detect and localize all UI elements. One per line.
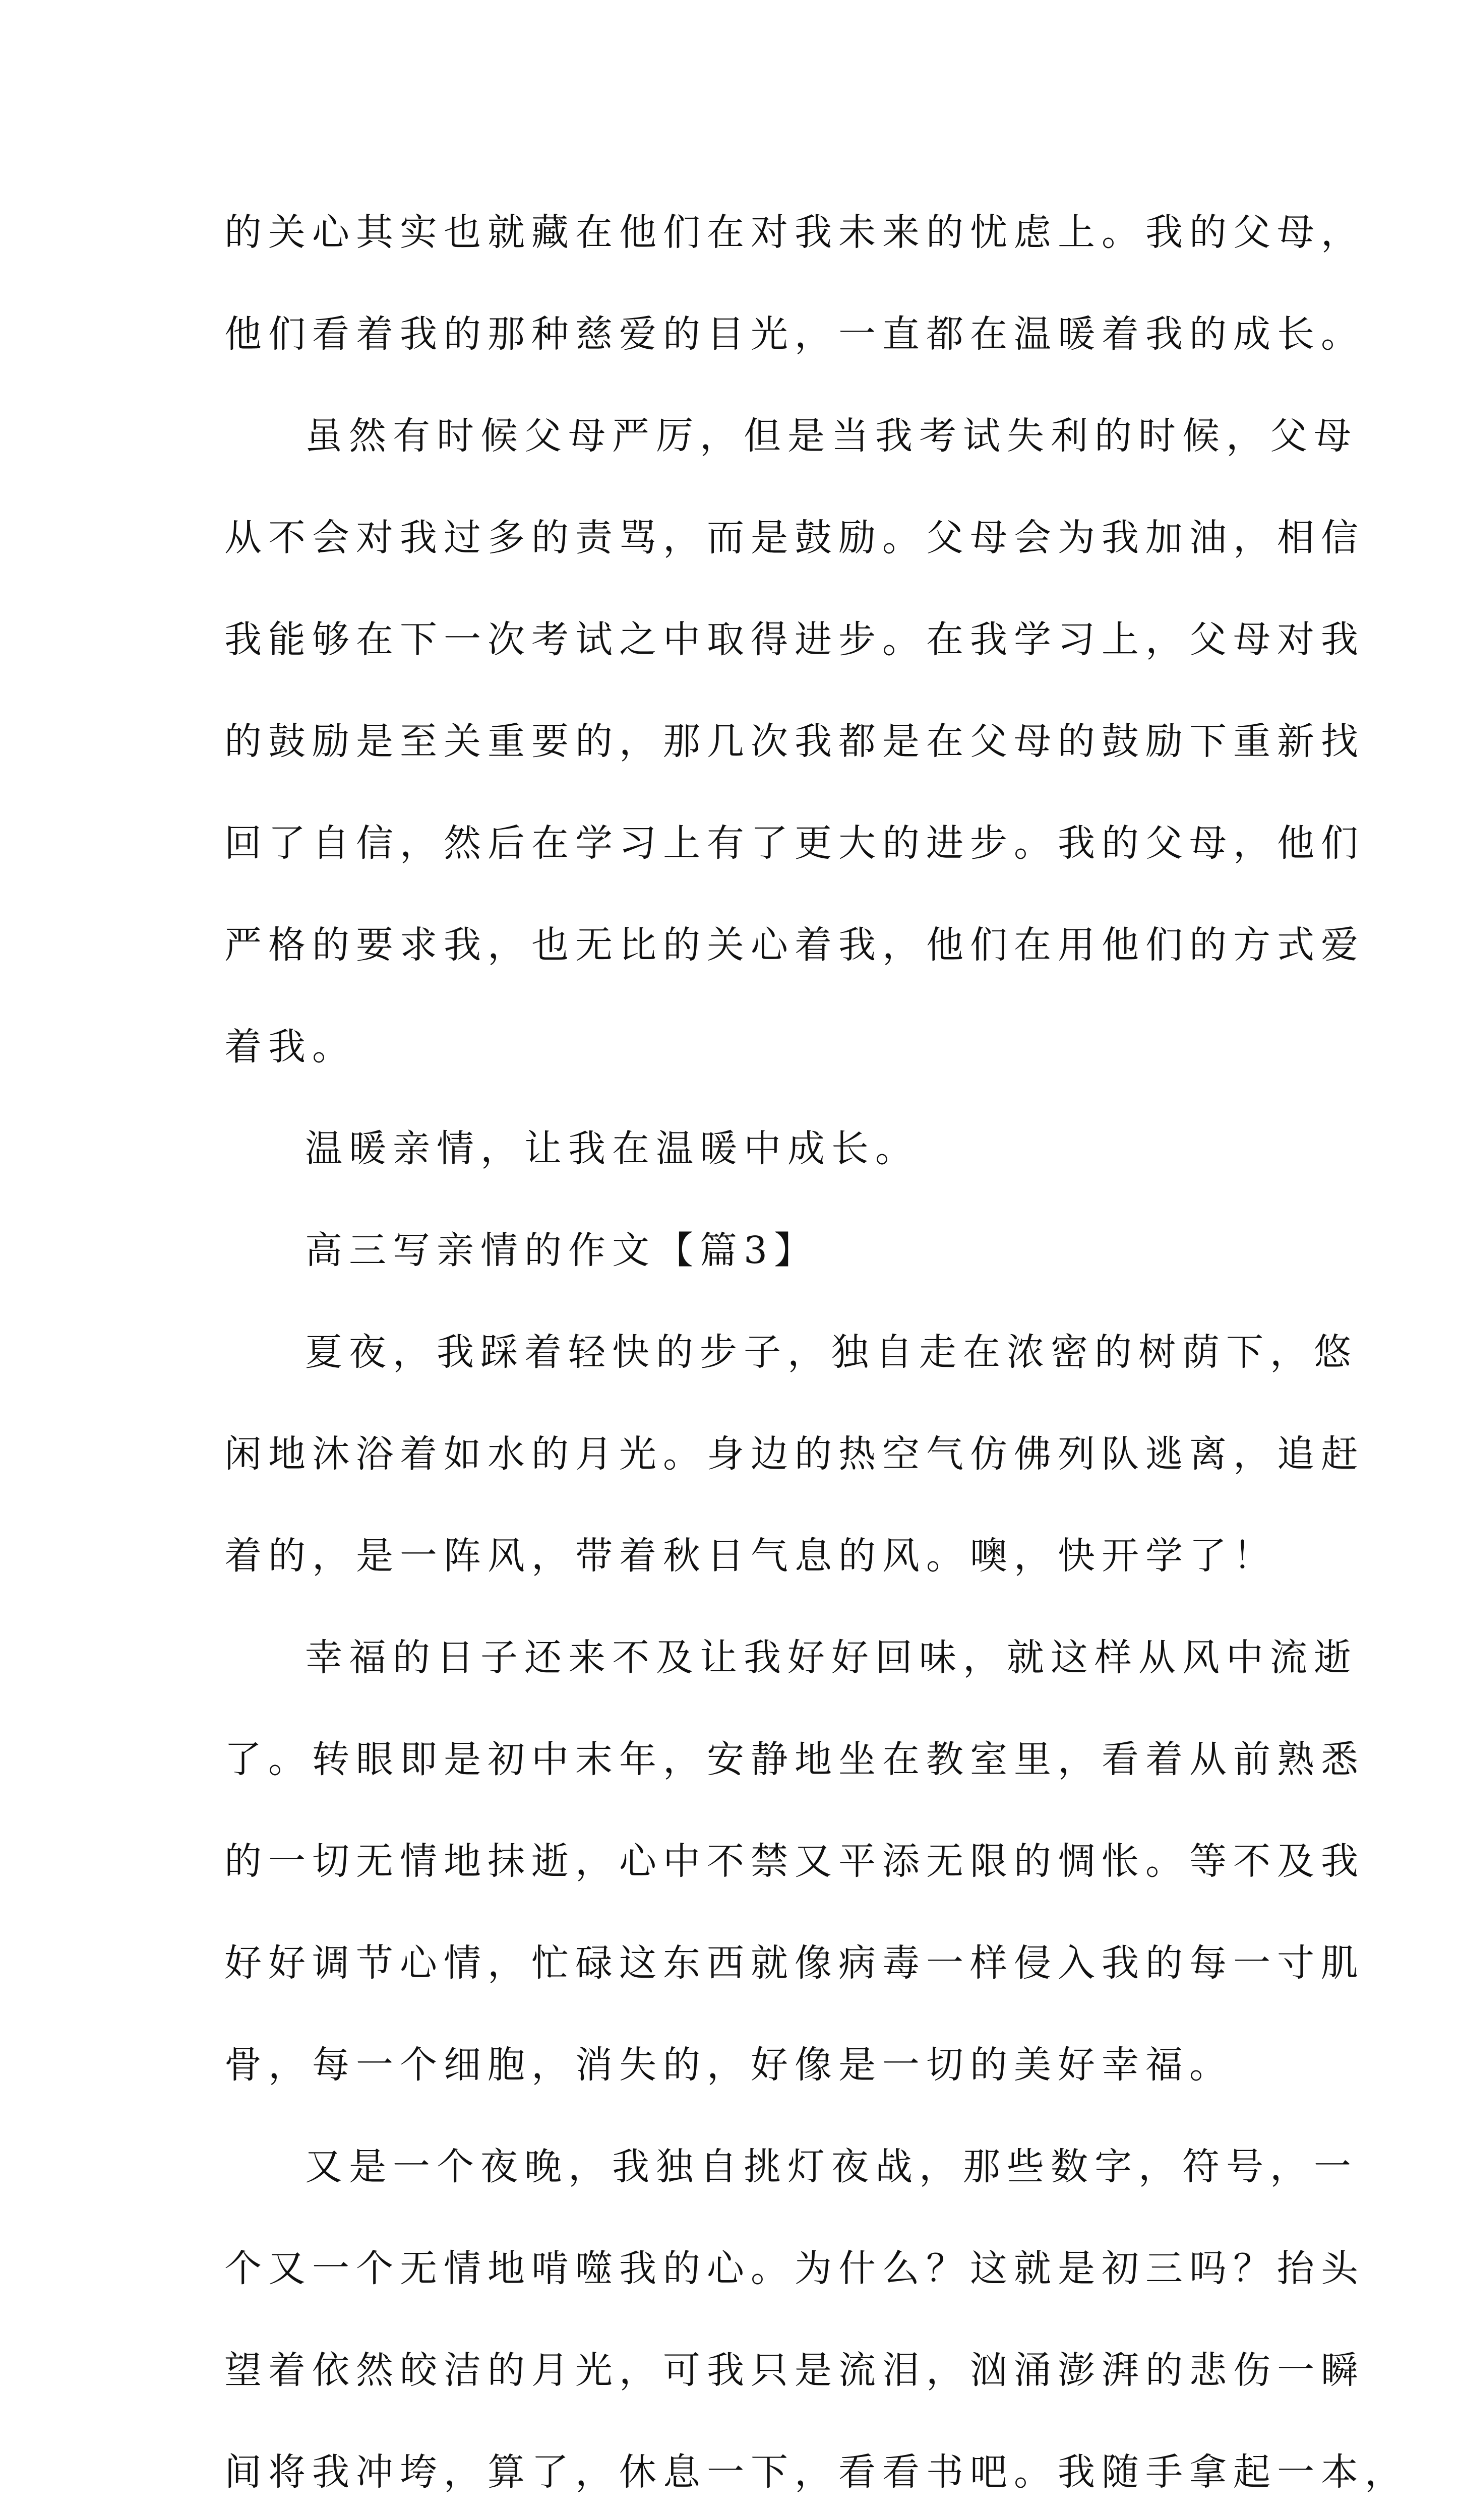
text-line: 从不会对我过多的责骂，而是鼓励。父母会为我加油，相信 <box>224 516 1365 559</box>
document-body <box>224 181 1409 2520</box>
text-line: 个又一个无情地啃噬我的心。为什么？这就是初三吗？抬头 <box>224 2247 1365 2290</box>
text-line: 夏夜，我踩着轻快的步子，独自走在浓密的树荫下，悠 <box>305 1331 1358 1374</box>
text-line: 骨，每一个细胞，消失的，好像是一切的美好幸福。 <box>224 2043 1233 2087</box>
text-line: 我能够在下一次考试之中取得进步。在我学习上，父母对我 <box>224 618 1365 661</box>
text-line: 了。转眼即是初中末年，安静地坐在教室里，看着从前熟悉 <box>224 1738 1365 1781</box>
text-line: 闲地沐浴着如水的月光。身边的热空气仿佛列队逃离，追赶 <box>224 1432 1365 1476</box>
section-heading: 高三写亲情的作文【篇3】 <box>305 1229 818 1272</box>
text-line: 的鼓励是至关重要的，那几次我都是在父母的鼓励下重新找 <box>224 720 1365 763</box>
text-line: 的关心其实也就藏在他们在对我未来的忧虑上。我的父母， <box>224 211 1365 254</box>
text-line: 间将我冲垮，算了，休息一下，看看书吧。我随手拿起一本， <box>224 2450 1409 2494</box>
text-line: 着的，是一阵风，带着秋日气息的风。噢，快开学了！ <box>224 1534 1277 1578</box>
text-line: 回了自信，然后在学习上有了更大的进步。我的父母，他们 <box>224 822 1365 865</box>
text-line: 温暖亲情，让我在温暖中成长。 <box>305 1127 919 1170</box>
text-line: 望着依然皎洁的月光，可我只是流泪，汹涌澎湃的悲伤一瞬 <box>224 2349 1365 2392</box>
text-line: 幸福的日子还来不及让我好好回味，就这样从风中流逝 <box>305 1636 1358 1679</box>
text-line: 的一切无情地抹逝，心中不禁又平添无限的惆怅。等不及我 <box>224 1840 1365 1883</box>
text-line: 他们看着我的那种慈爱的目光，一直都在温暖着我的成长。 <box>224 312 1365 356</box>
text-line: 严格的要求我，也无比的关心着我，他们在用他们的方式爱 <box>224 923 1365 967</box>
text-line: 又是一个夜晚，我独自挑灯夜战，那些数字，符号，一 <box>305 2145 1358 2188</box>
text-line: 好好调节心情，忙碌这东西就像病毒一样侵入我的每一寸肌 <box>224 1941 1365 1985</box>
text-line: 着我。 <box>224 1025 356 1068</box>
text-line: 虽然有时候父母严厉，但是当我考试失利的时候，父母 <box>305 414 1358 458</box>
